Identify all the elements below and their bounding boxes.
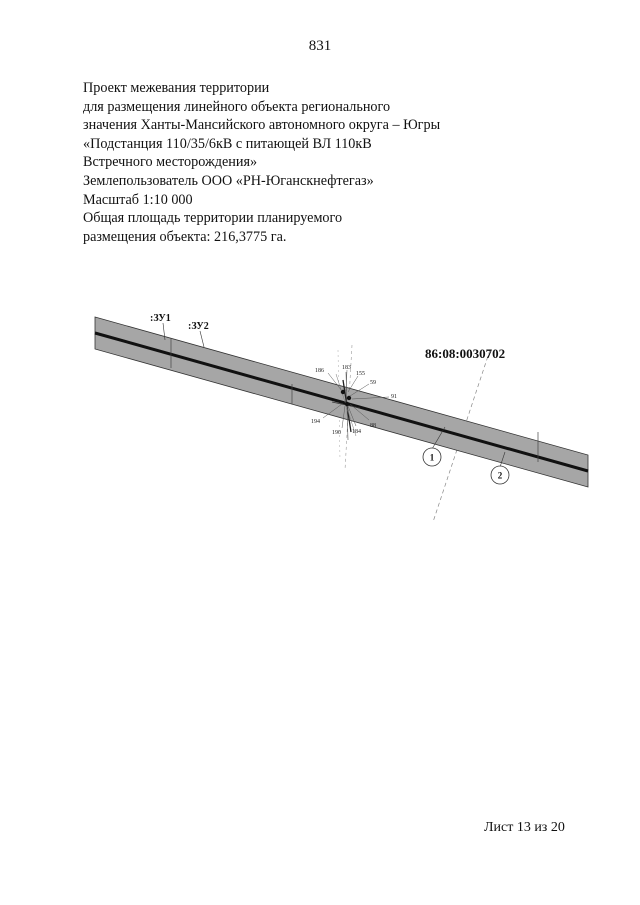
scale-line: Масштаб 1:10 000 xyxy=(83,191,193,208)
parcel-leader xyxy=(200,331,204,347)
header-line: Проект межевания территории xyxy=(83,80,270,96)
cadastral-number: 86:08:0030702 xyxy=(425,346,506,361)
point-label: 155 xyxy=(356,371,365,377)
point-label: 194 xyxy=(311,419,320,425)
point-label: 91 xyxy=(391,394,397,400)
marker-number: 1 xyxy=(429,452,435,463)
header-line: значения Ханты-Мансийского автономного округа – Югры xyxy=(83,117,441,134)
point-label: 183 xyxy=(342,365,351,371)
header-line: Общая площадь территории планируемого xyxy=(83,210,343,227)
point-label: 190 xyxy=(332,430,341,436)
header-line: размещения объекта: 216,3775 га. xyxy=(83,228,287,245)
point-marker xyxy=(347,396,351,400)
page-number: 831 xyxy=(308,38,332,54)
header-line: для размещения линейного объекта регионального xyxy=(83,98,391,115)
point-label: 88 xyxy=(370,423,376,429)
point-label: 59 xyxy=(370,380,376,386)
marker-number: 2 xyxy=(497,470,503,481)
sheet-number: Лист 13 из 20 xyxy=(484,820,565,835)
parcel-label-zu1: :ЗУ1 xyxy=(150,313,171,324)
header-line: Землепользователь ООО «РН-Юганскнефтегаз» xyxy=(83,172,374,189)
header-line: «Подстанция 110/35/6кВ с питающей ВЛ 110кВ xyxy=(83,135,372,152)
point-label: 184 xyxy=(352,429,361,435)
parcel-label-zu2: :ЗУ2 xyxy=(188,321,209,332)
corridor-center-line xyxy=(95,333,588,471)
header-line: Встречного месторождения» xyxy=(83,154,258,171)
point-marker xyxy=(345,402,349,406)
point-label: 186 xyxy=(315,368,324,374)
